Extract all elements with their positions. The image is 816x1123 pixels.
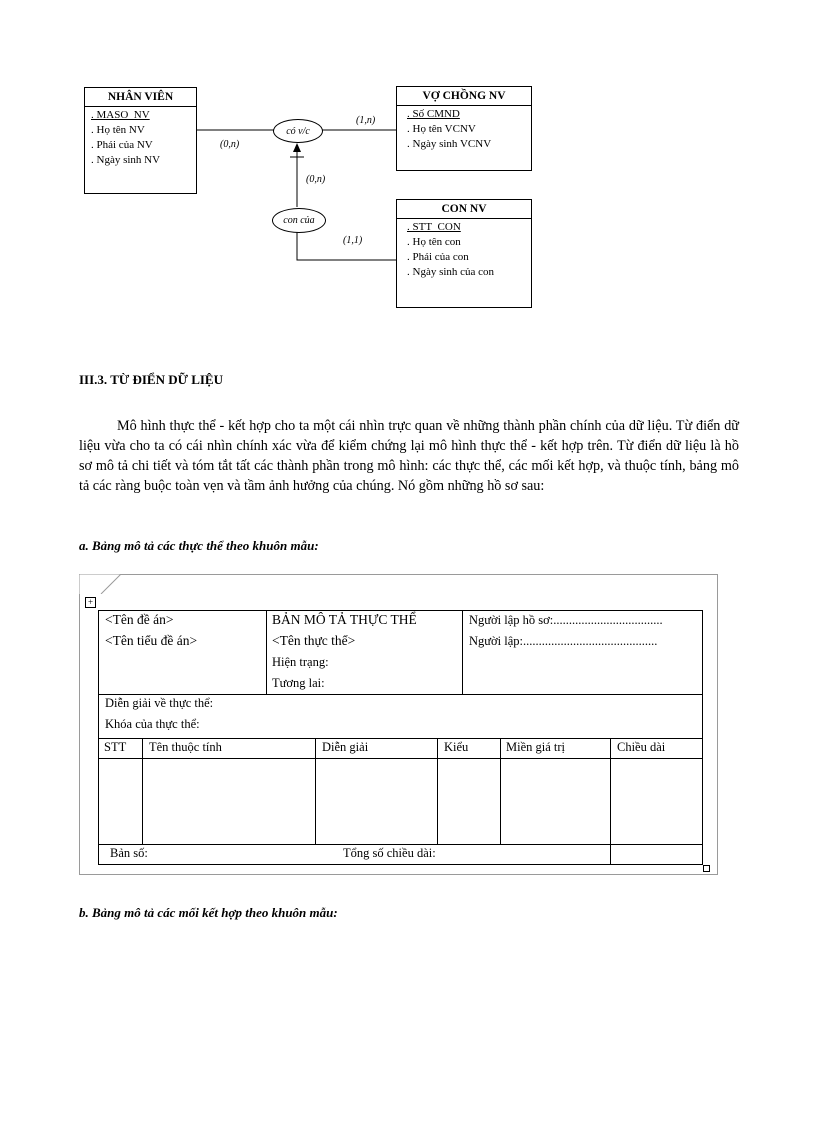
cardinality-label: (1,1) <box>343 235 363 246</box>
entity-title: VỢ CHỒNG NV <box>397 87 531 106</box>
current-state-label: Hiện trạng: <box>272 655 329 669</box>
entity-vo-chong-nv <box>396 86 532 171</box>
cardinality-label: (0,n) <box>220 139 240 150</box>
entity-key-label: Khóa của thực thể: <box>105 717 200 731</box>
entity-con-nv <box>396 199 532 308</box>
subheading-b: b. Bảng mô tả các mối kết hợp theo khuôn mẫu: <box>79 905 338 920</box>
column-header: Kiểu <box>444 740 469 754</box>
entity-attribute: . Phái của con <box>407 251 469 263</box>
entity-attribute: . STT_CON <box>407 221 461 233</box>
cardinality-label: (1,n) <box>356 115 376 126</box>
body-paragraph: Mô hình thực thể - kết hợp cho ta một cái nhìn trực quan về những thành phần chính của dữ liệu. Từ điển dữ liệu vừa cho ta có cái nhìn chính xác vừa để kiểm chứng lại mô hình thực thể - kết hợp trên. Từ điển dữ liệu là hồ sơ mô tả chi tiết và tóm tắt tất các thành phần trong mô hình: các thực thể, các mối kết hợp, và thuộc tính, bảng mô tả các ràng buộc toàn vẹn và tầm ảnh hưởng của chúng. Nó gồm những hồ sơ sau: <box>79 418 739 494</box>
entity-attribute: . Họ tên NV <box>91 124 145 136</box>
table-move-handle-icon[interactable]: + <box>85 597 96 608</box>
column-header: STT <box>104 740 127 754</box>
entity-nhan-vien <box>84 87 197 194</box>
arrow-head <box>293 143 301 152</box>
entity-attribute: . Phái của NV <box>91 139 153 151</box>
form-title: BẢN MÔ TẢ THỰC THỂ <box>272 612 417 627</box>
relationship-co-vc: có v/c <box>273 119 323 143</box>
entity-title: NHÂN VIÊN <box>85 88 196 107</box>
record-creator-field: Người lập hồ sơ:................................... <box>469 613 663 627</box>
entity-description-label: Diễn giải về thực thể: <box>105 696 214 710</box>
entity-attribute: . MASO_NV <box>91 109 150 121</box>
relationship-con-cua: con của <box>272 208 326 233</box>
entity-attribute: . Ngày sinh VCNV <box>407 138 492 150</box>
project-name-placeholder: <Tên đề án> <box>105 612 174 627</box>
entity-attribute: . Họ tên VCNV <box>407 123 476 135</box>
future-label: Tương lai: <box>272 676 325 690</box>
cardinality-label: (0,n) <box>306 174 326 185</box>
entity-name-placeholder: <Tên thực thể> <box>272 633 356 648</box>
subheading-a: a. Bảng mô tả các thực thể theo khuôn mẫu: <box>79 538 319 553</box>
entity-attribute: . Số CMND <box>407 108 460 120</box>
entity-description-template <box>79 574 718 875</box>
entity-attribute: . Họ tên con <box>407 236 461 248</box>
section-heading: III.3. TỪ ĐIỂN DỮ LIỆU <box>79 372 223 387</box>
entity-title: CON NV <box>397 200 531 219</box>
column-header: Miền giá trị <box>506 740 566 754</box>
column-header: Chiều dài <box>617 740 666 754</box>
subproject-name-placeholder: <Tên tiểu đề án> <box>105 633 198 648</box>
column-header: Tên thuộc tính <box>149 740 222 754</box>
entity-attribute: . Ngày sinh của con <box>407 266 495 278</box>
column-header: Diễn giải <box>322 740 369 754</box>
footer-total-length-label: Tổng số chiều dài: <box>343 846 436 860</box>
creator-field: Người lập:........................................... <box>469 634 658 648</box>
entity-attribute: . Ngày sinh NV <box>91 154 161 166</box>
footer-copy-label: Bản số: <box>110 846 148 860</box>
